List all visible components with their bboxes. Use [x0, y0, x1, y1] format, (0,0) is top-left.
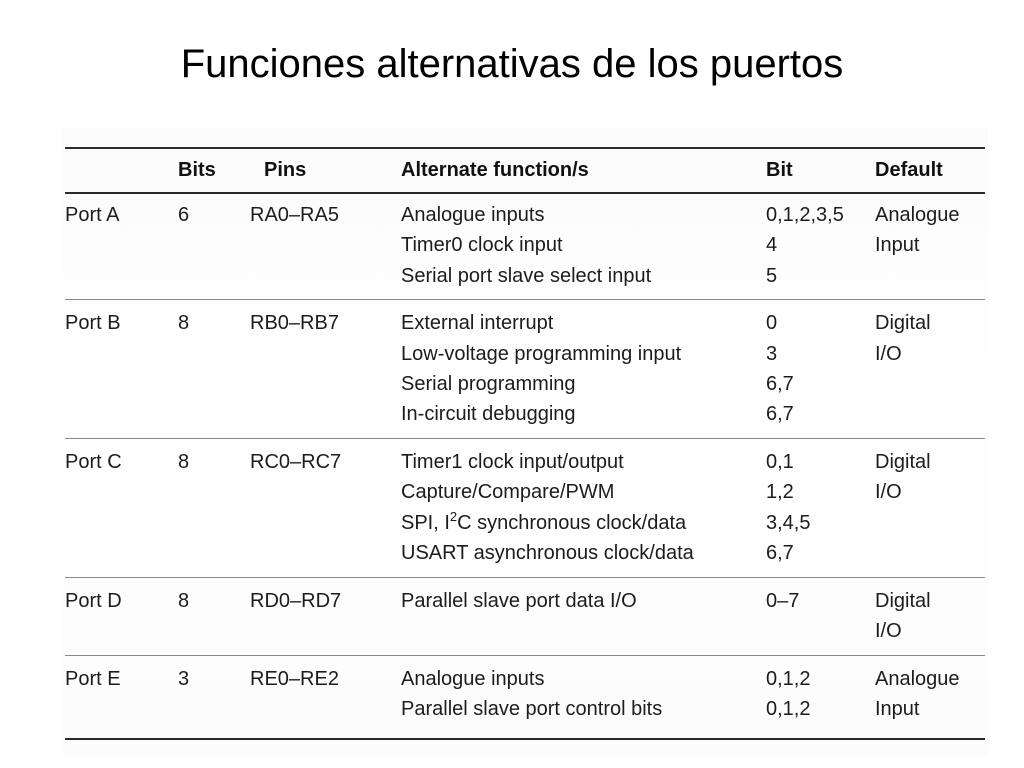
bit-value: 0–7	[766, 590, 800, 612]
bit-value: 0,1,2,3,5	[766, 204, 844, 226]
bit-value: 5	[766, 265, 778, 287]
port-name: Port D	[65, 590, 122, 612]
default-value: Analogue	[875, 668, 960, 690]
port-bits: 8	[178, 312, 190, 334]
function-item: Parallel slave port data I/O	[401, 590, 637, 612]
superscript: 2	[449, 509, 458, 524]
default-value: Analogue	[875, 204, 960, 226]
port-bits: 3	[178, 668, 190, 690]
port-pins: RA0–RA5	[250, 204, 339, 226]
bit-value: 6,7	[766, 373, 794, 395]
bit-value: 6,7	[766, 542, 794, 564]
default-value: I/O	[875, 620, 902, 642]
bit-value: 0	[766, 312, 778, 334]
function-text-part: C synchronous clock/data	[457, 512, 687, 534]
group-divider	[65, 438, 985, 439]
bit-value: 1,2	[766, 481, 794, 503]
function-item: Analogue inputs	[401, 668, 545, 690]
function-item	[401, 508, 686, 538]
port-pins: RC0–RC7	[250, 451, 342, 473]
function-item: Capture/Compare/PWM	[401, 481, 615, 503]
port-pins: RB0–RB7	[250, 312, 339, 334]
group-divider	[65, 655, 985, 656]
function-item: Timer1 clock input/output	[401, 451, 624, 473]
bit-value: 0,1,2	[766, 698, 811, 720]
default-value: Digital	[875, 312, 931, 334]
port-bits: 8	[178, 451, 190, 473]
bit-value: 0,1,2	[766, 668, 811, 690]
header-bits: Bits	[178, 159, 216, 181]
function-item: Parallel slave port control bits	[401, 698, 663, 720]
port-pins: RD0–RD7	[250, 590, 342, 612]
function-text-part: SPI, I	[401, 512, 450, 534]
bit-value: 4	[766, 234, 778, 256]
function-item: Low-voltage programming input	[401, 343, 682, 365]
default-value: I/O	[875, 481, 902, 503]
port-name: Port C	[65, 451, 122, 473]
header-pins: Pins	[264, 159, 307, 181]
slide-title: Funciones alternativas de los puertos	[180, 42, 844, 86]
port-bits: 8	[178, 590, 190, 612]
function-item: Timer0 clock input	[401, 234, 563, 256]
header-bit: Bit	[766, 159, 793, 181]
function-item: Serial port slave select input	[401, 265, 652, 287]
function-item: USART asynchronous clock/data	[401, 542, 694, 564]
table-header-rule	[65, 192, 985, 194]
default-value: I/O	[875, 343, 902, 365]
default-value: Input	[875, 698, 920, 720]
bit-value: 0,1	[766, 451, 794, 473]
function-item: Serial programming	[401, 373, 576, 395]
header-default: Default	[875, 159, 943, 181]
bit-value: 6,7	[766, 403, 794, 425]
group-divider	[65, 299, 985, 300]
function-item: In-circuit debugging	[401, 403, 576, 425]
bit-value: 3	[766, 343, 778, 365]
table-bottom-rule	[65, 738, 985, 740]
port-name: Port A	[65, 204, 120, 226]
group-divider	[65, 577, 985, 578]
port-name: Port B	[65, 312, 121, 334]
header-alternate-function: Alternate function/s	[401, 159, 589, 181]
port-pins: RE0–RE2	[250, 668, 339, 690]
default-value: Digital	[875, 451, 931, 473]
port-name: Port E	[65, 668, 121, 690]
default-value: Input	[875, 234, 920, 256]
function-item: External interrupt	[401, 312, 554, 334]
table-top-rule	[65, 147, 985, 149]
function-item: Analogue inputs	[401, 204, 545, 226]
bit-value: 3,4,5	[766, 512, 811, 534]
default-value: Digital	[875, 590, 931, 612]
port-bits: 6	[178, 204, 190, 226]
